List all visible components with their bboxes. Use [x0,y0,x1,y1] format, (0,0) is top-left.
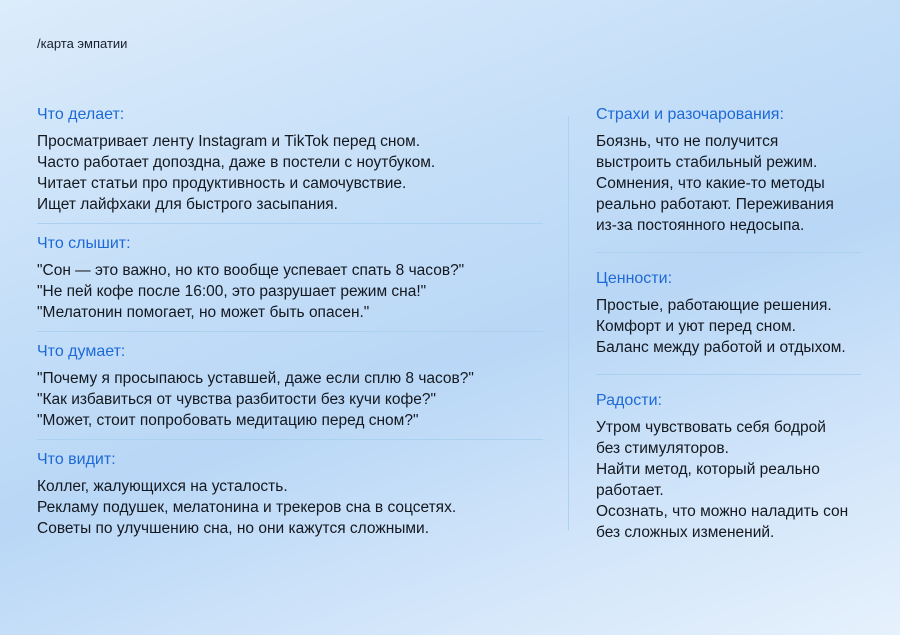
section-line: "Мелатонин помогает, но может быть опасен." [37,304,370,321]
section-line: Простые, работающие решения. [596,297,832,314]
section-title: Ценности: [596,270,673,287]
section-line: Ищет лайфхаки для быстрого засыпания. [37,196,338,213]
section-line: Сомнения, что какие-то методы [596,175,825,192]
section-values [596,268,861,358]
section-line: Найти метод, который реально [596,461,820,478]
section-line: Осознать, что можно наладить сон [596,503,849,520]
section-thinks [37,341,543,431]
divider [596,252,861,253]
section-line: без сложных изменений. [596,524,775,541]
section-title: Радости: [596,392,662,409]
section-joys [596,390,861,543]
section-line: Боязнь, что не получится [596,133,779,150]
section-title: Что слышит: [37,235,131,252]
divider [596,374,861,375]
section-line: Просматривает ленту Instagram и TikTok перед сном. [37,133,421,150]
section-sees [37,449,543,539]
section-line: из-за постоянного недосыпа. [596,217,805,234]
column-divider [568,116,569,530]
page-label: /карта эмпатии [37,36,128,51]
section-line: Коллег, жалующихся на усталость. [37,478,288,495]
section-line: Читает статьи про продуктивность и самочувствие. [37,175,407,192]
left-column [37,104,543,539]
section-line: Баланс между работой и отдыхом. [596,339,846,356]
section-line: "Может, стоит попробовать медитацию перед сном?" [37,412,419,429]
section-line: Утром чувствовать себя бодрой [596,419,826,436]
section-line: без стимуляторов. [596,440,729,457]
section-line: Часто работает допоздна, даже в постели с ноутбуком. [37,154,436,171]
section-line: Комфорт и уют перед сном. [596,318,796,335]
right-column [596,104,861,543]
section-line: выстроить стабильный режим. [596,154,818,171]
section-fears [596,104,861,236]
section-title: Страхи и разочарования: [596,106,784,123]
section-title: Что думает: [37,343,126,360]
section-line: "Почему я просыпаюсь уставшей, даже если сплю 8 часов?" [37,370,474,387]
section-line: Рекламу подушек, мелатонина и трекеров сна в соцсетях. [37,499,457,516]
section-line: реально работают. Переживания [596,196,834,213]
section-title: Что видит: [37,451,116,468]
section-hears [37,233,543,323]
section-does [37,104,543,215]
section-title: Что делает: [37,106,125,123]
divider [37,439,543,440]
section-line: Советы по улучшению сна, но они кажутся сложными. [37,520,430,537]
section-line: "Не пей кофе после 16:00, это разрушает режим сна!" [37,283,427,300]
section-line: "Как избавиться от чувства разбитости без кучи кофе?" [37,391,437,408]
section-line: работает. [596,482,664,499]
divider [37,331,543,332]
section-line: "Сон — это важно, но кто вообще успевает спать 8 часов?" [37,262,465,279]
divider [37,223,543,224]
